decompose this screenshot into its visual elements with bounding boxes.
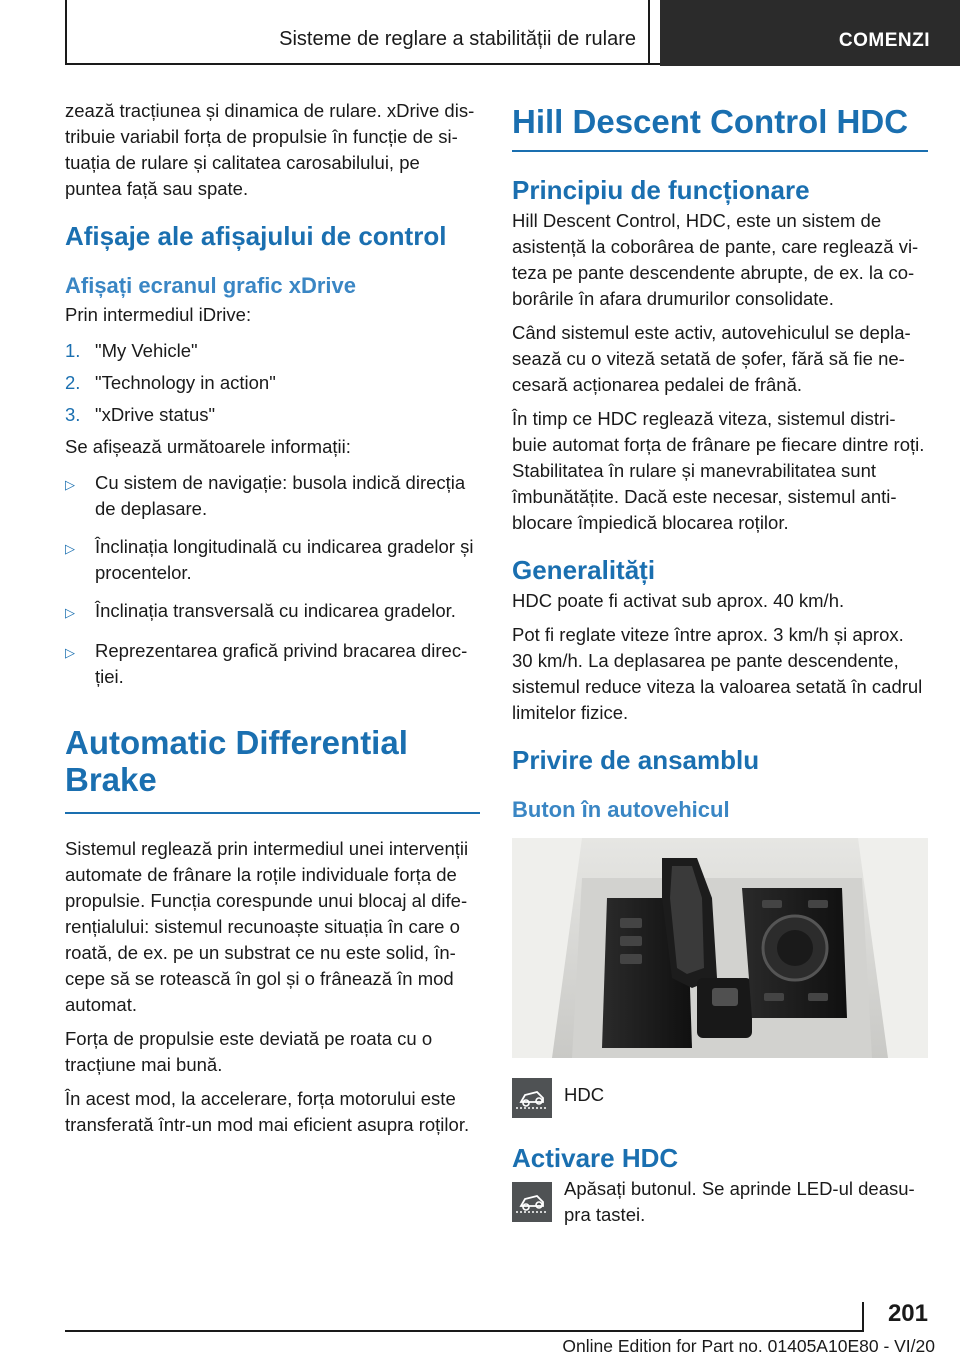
heading-rule xyxy=(65,812,480,814)
page-header xyxy=(0,0,960,66)
hdc-icon xyxy=(512,1078,552,1118)
triangle-bullet-icon: ▷ xyxy=(65,605,75,620)
heading-general: Generalități xyxy=(512,555,656,585)
info-bullet-list xyxy=(65,470,480,690)
activate-row xyxy=(512,1176,928,1236)
adb-paragraph-2: Forța de propulsie este deviată pe roata cu o tracțiune mai bună. xyxy=(65,1028,433,1075)
hdc-icon xyxy=(512,1182,552,1222)
heading-activate-hdc: Activare HDC xyxy=(512,1143,679,1173)
heading-adb: Automatic Differential Brake xyxy=(65,724,408,798)
triangle-bullet-icon: ▷ xyxy=(65,477,75,492)
list-item: 1. "My Vehicle" xyxy=(65,340,198,361)
heading-hdc: Hill Descent Control HDC xyxy=(512,103,909,140)
triangle-bullet-icon: ▷ xyxy=(65,541,75,556)
heading-rule xyxy=(512,150,928,152)
hdc-button-row xyxy=(512,1076,928,1118)
left-column xyxy=(65,98,480,1146)
footer-rule-vertical xyxy=(862,1302,864,1332)
footer-rule xyxy=(65,1330,862,1332)
console-illustration xyxy=(512,838,928,1058)
adb-paragraph-1: Sistemul reglează prin intermediul unei intervenții automate de frânare la roțile individuale forța de propulsie. Funcția corespunde unui blocaj al dife-rențialului: sistemul recunoaște situația în care o roată, de ex. pe un substrat ce nu este solid, în-cepe să se rotească în gol și o frânează în mod automat. xyxy=(65,838,469,1015)
heading-show-xdrive: Afișați ecranul grafic xDrive xyxy=(65,273,357,298)
chapter-title: Sisteme de reglare a stabilității de rulare xyxy=(279,28,636,50)
list-item: ▷ Cu sistem de navigație: busola indică direcția de deplasare. xyxy=(65,470,480,522)
right-column xyxy=(512,98,928,1236)
list-item: ▷ Reprezentarea grafică privind bracarea direc-ției. xyxy=(65,638,480,690)
list-item: ▷ Înclinația longitudinală cu indicarea gradelor și procentelor. xyxy=(65,534,480,586)
list-item: 3. "xDrive status" xyxy=(65,404,216,425)
activate-text: Apăsați butonul. Se aprinde LED-ul deasu-pra tastei. xyxy=(564,1178,915,1225)
heading-control-display: Afișaje ale afișajului de control xyxy=(65,221,447,251)
edition-footer: Online Edition for Part no. 01405A10E80 - VI/20 xyxy=(562,1336,935,1356)
principle-paragraph-1: Hill Descent Control, HDC, este un sistem de asistență la coborârea de pante, care reglează vi-teza pe pante descendente abrupte, de ex. la co-borârile în afara drumurilor consolidate. xyxy=(512,210,919,309)
general-paragraph-2: Pot fi reglate viteze între aprox. 3 km/h și aprox. 30 km/h. La deplasarea pe pante descendente, sistemul reduce viteza la valoarea setată în cadrul limitelor fizice. xyxy=(512,624,923,723)
menu-steps-list xyxy=(65,338,480,428)
section-tab-label: COMENZI xyxy=(838,30,930,51)
principle-paragraph-3: În timp ce HDC reglează viteza, sistemul distri-buie automat forța de frânare pe fiecare dintre roți. Stabilitatea în rulare și manevrabilitatea sunt îmbunătățite. Dacă este necesar, sistemul anti-blocare împiedică blocarea roților. xyxy=(512,408,925,533)
via-idrive-text: Prin intermediul iDrive: xyxy=(65,304,252,325)
list-item: 2. "Technology in action" xyxy=(65,372,276,393)
section-tab[interactable] xyxy=(660,0,960,66)
heading-overview: Privire de ansamblu xyxy=(512,745,760,775)
heading-principle: Principiu de funcționare xyxy=(512,175,810,205)
general-paragraph-1: HDC poate fi activat sub aprox. 40 km/h. xyxy=(512,590,845,611)
intro-paragraph: zează tracțiunea și dinamica de rulare. xDrive dis-tribuie variabil forța de propulsie în funcție de si-tuația de rulare și calitatea carosabilului, pe puntea față sau spate. xyxy=(65,100,475,199)
principle-paragraph-2: Când sistemul este activ, autovehiculul se depla-sează cu o viteză setată de șofer, fără să fie ne-cesară acționarea pedalei de frână. xyxy=(512,322,911,395)
info-shown-text: Se afișează următoarele informații: xyxy=(65,436,351,457)
header-rule-right xyxy=(648,0,650,64)
heading-button-in-vehicle: Buton în autovehicul xyxy=(512,797,730,822)
hdc-icon-label: HDC xyxy=(564,1084,605,1105)
header-rule-bottom xyxy=(65,63,660,65)
page-number: 201 xyxy=(887,1300,928,1327)
triangle-bullet-icon: ▷ xyxy=(65,645,75,660)
list-item: ▷ Înclinația transversală cu indicarea gradelor. xyxy=(65,598,480,626)
center-console-photo xyxy=(512,838,928,1058)
adb-paragraph-3: În acest mod, la accelerare, forța motorului este transferată într-un mod mai eficient asupra roților. xyxy=(65,1088,470,1135)
